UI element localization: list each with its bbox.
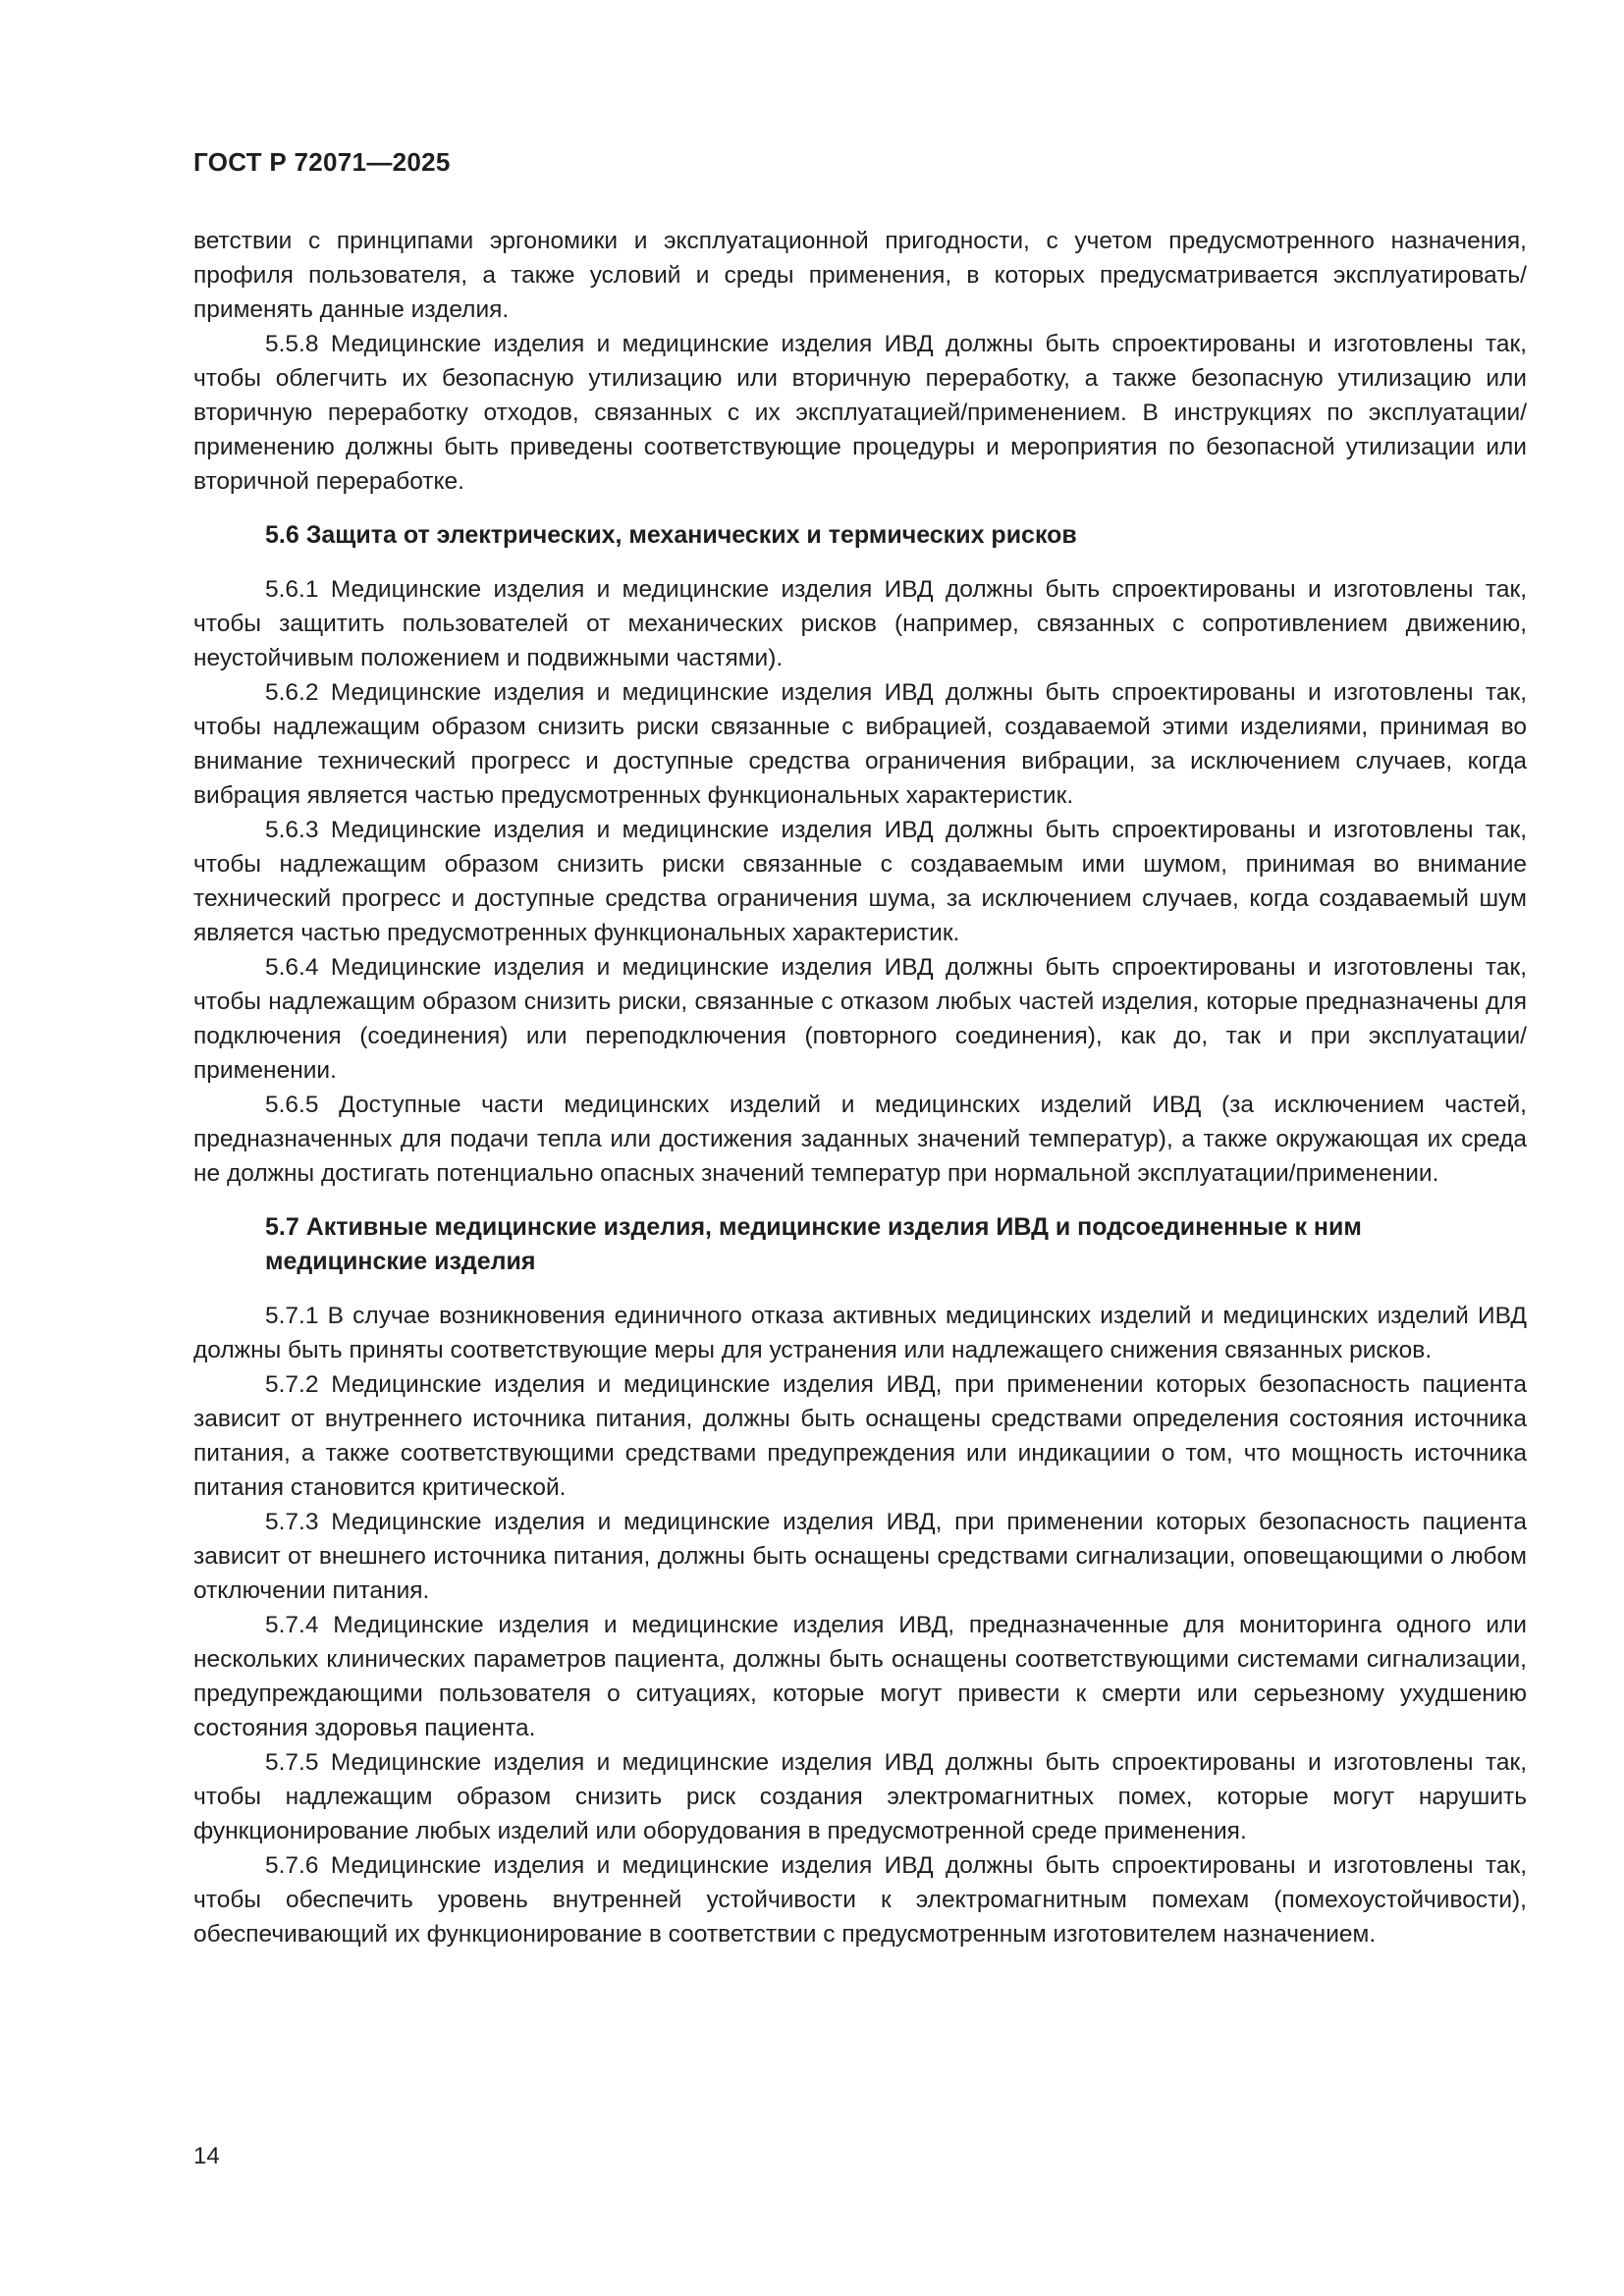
paragraph-5-7-3: 5.7.3 Медицинские изделия и медицинские изделия ИВД, при применении которых безопасность пациента зависит от внешнего источника питания, должны быть оснащены средствами сигнализации, оповещающими о любом отключении питания.: [193, 1509, 1527, 1604]
paragraph-5-7-6: 5.7.6 Медицинские изделия и медицинские изделия ИВД должны быть спроектированы и изготовлены так, чтобы обеспечить уровень внутренней устойчивости к электромагнитным помехам (помехоустойчивости), обеспечивающий их функционирование в соответствии с предусмотренным изготовителем назначением.: [193, 1852, 1527, 1948]
paragraph-5-6-2: 5.6.2 Медицинские изделия и медицинские изделия ИВД должны быть спроектированы и изготовлены так, чтобы надлежащим образом снизить риски связанные с вибрацией, создаваемой этими изделиями, принимая во внимание технический прогресс и доступные средства ограничения вибрации, за исключением случаев, когда вибрация является частью предусмотренных функциональных характеристик.: [193, 679, 1527, 809]
paragraph-5-6-5: 5.6.5 Доступные части медицинских изделий и медицинских изделий ИВД (за исключением частей, предназначенных для подачи тепла или достижения заданных значений температур), а также окружающая их среда не должны достигать потенциально опасных значений температур при нормальной эксплуатации/применении.: [193, 1092, 1527, 1187]
paragraph-5-5-8: 5.5.8 Медицинские изделия и медицинские изделия ИВД должны быть спроектированы и изготовлены так, чтобы облегчить их безопасную утилизацию или вторичную переработку, а также безопасную утилизацию или вторичную переработку отходов, связанных с их эксплуатацией/применением. В инструкциях по эксплуатации/применению должны быть приведены соответствующие процедуры и мероприятия по безопасной утилизации или вторичной переработке.: [193, 331, 1527, 495]
document-page: [193, 147, 1527, 1951]
page-number: 14: [193, 2143, 220, 2169]
paragraph-5-7-4: 5.7.4 Медицинские изделия и медицинские изделия ИВД, предназначенные для мониторинга одного или нескольких клинических параметров пациента, должны быть оснащены соответствующими системами сигнализации, предупреждающими пользователя о ситуациях, которые могут привести к смерти или серьезному ухудшению состояния здоровья пациента.: [193, 1612, 1527, 1741]
paragraph-5-6-4: 5.6.4 Медицинские изделия и медицинские изделия ИВД должны быть спроектированы и изготовлены так, чтобы надлежащим образом снизить риски, связанные с отказом любых частей изделия, которые предназначены для подключения (соединения) или переподключения (повторного соединения), как до, так и при эксплуатации/применении.: [193, 954, 1527, 1084]
paragraph-5-6-3: 5.6.3 Медицинские изделия и медицинские изделия ИВД должны быть спроектированы и изготовлены так, чтобы надлежащим образом снизить риски связанные с создаваемым ими шумом, принимая во внимание технический прогресс и доступные средства ограничения шума, за исключением случаев, когда создаваемый шум является частью предусмотренных функциональных характеристик.: [193, 817, 1527, 946]
paragraph-5-6-1: 5.6.1 Медицинские изделия и медицинские изделия ИВД должны быть спроектированы и изготовлены так, чтобы защитить пользователей от механических рисков (например, связанных с сопротивлением движению, неустойчивым положением и подвижными частями).: [193, 576, 1527, 671]
document-header: ГОСТ Р 72071—2025: [193, 147, 451, 177]
paragraph-5-7-1: 5.7.1 В случае возникновения единичного отказа активных медицинских изделий и медицинских изделий ИВД должны быть приняты соответствующие меры для устранения или надлежащего снижения связанных рисков.: [193, 1303, 1527, 1363]
paragraph-5-7-5: 5.7.5 Медицинские изделия и медицинские изделия ИВД должны быть спроектированы и изготовлены так, чтобы надлежащим образом снизить риск создания электромагнитных помех, которые могут нарушить функционирование любых изделий или оборудования в предусмотренной среде применения.: [193, 1749, 1527, 1844]
paragraph-continuation: ветствии с принципами эргономики и эксплуатационной пригодности, с учетом предусмотренного назначения, профиля пользователя, а также условий и среды применения, в которых предусматривается эксплуатировать/применять данные изделия.: [193, 228, 1527, 323]
paragraph-5-7-2: 5.7.2 Медицинские изделия и медицинские изделия ИВД, при применении которых безопасность пациента зависит от внутреннего источника питания, должны быть оснащены средствами определения состояния источника питания, а также соответствующими средствами предупреждения или индикациии о том, что мощность источника питания становится критической.: [193, 1371, 1527, 1501]
section-title-5-7: 5.7 Активные медицинские изделия, медицинские изделия ИВД и подсоединенные к ним медицинские изделия: [265, 1213, 1362, 1275]
section-title-5-6: 5.6 Защита от электрических, механических и термических рисков: [265, 521, 1077, 549]
